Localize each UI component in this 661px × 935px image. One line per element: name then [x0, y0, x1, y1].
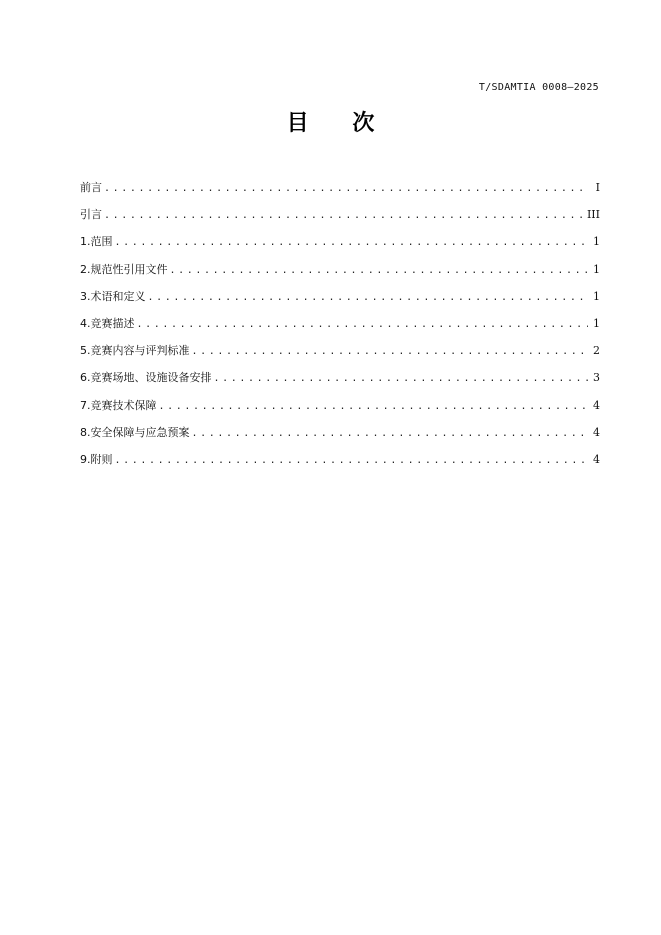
toc-entry-label: 1.范围: [80, 235, 113, 249]
dot-leader: [104, 179, 588, 199]
toc-entry-label: 8.安全保障与应急预案: [80, 425, 190, 439]
toc-entry-label: 6.竞赛场地、设施设备安排: [80, 371, 212, 385]
toc-entry-label: 2.规范性引用文件: [80, 262, 168, 276]
toc-entry-page: 4: [593, 452, 600, 466]
toc-entry-page: 1: [593, 316, 600, 330]
toc-entry-page: 1: [593, 289, 600, 303]
toc-entry-supplementary[interactable]: [80, 450, 600, 477]
toc-entry-label: 9.附则: [80, 452, 113, 466]
toc-entry-page: 1: [593, 235, 600, 249]
toc-entry-foreword[interactable]: [80, 178, 600, 205]
toc-entry-venue-facilities[interactable]: [80, 368, 600, 395]
toc-entry-technical-support[interactable]: [80, 396, 600, 423]
toc-entry-normative-references[interactable]: [80, 260, 600, 287]
dot-leader: [159, 397, 589, 417]
dot-leader: [137, 315, 589, 335]
toc-entry-label: 3.术语和定义: [80, 289, 146, 303]
dot-leader: [192, 424, 589, 444]
dot-leader: [192, 342, 589, 362]
toc-entry-page: 2: [593, 344, 600, 358]
toc-entry-page: 3: [593, 371, 600, 385]
toc-entry-page: 4: [593, 425, 600, 439]
dot-leader: [115, 233, 589, 253]
dot-leader: [115, 451, 589, 471]
toc-entry-competition-description[interactable]: [80, 314, 600, 341]
table-of-contents: [80, 178, 600, 477]
toc-entry-introduction[interactable]: [80, 205, 600, 232]
document-code: T/SDAMTIA 0008—2025: [478, 82, 599, 93]
toc-entry-label: 7.竞赛技术保障: [80, 398, 157, 412]
dot-leader: [148, 288, 589, 308]
toc-entry-page: 4: [593, 398, 600, 412]
toc-entry-page: I: [595, 181, 600, 194]
toc-entry-terms-definitions[interactable]: [80, 287, 600, 314]
toc-entry-scope[interactable]: [80, 232, 600, 259]
dot-leader: [170, 261, 589, 281]
toc-entry-label: 前言: [80, 181, 102, 194]
dot-leader: [214, 369, 589, 389]
toc-entry-content-criteria[interactable]: [80, 341, 600, 368]
toc-entry-label: 5.竞赛内容与评判标准: [80, 344, 190, 358]
toc-entry-safety-emergency[interactable]: [80, 423, 600, 450]
dot-leader: [104, 206, 583, 226]
toc-entry-page: 1: [593, 262, 600, 276]
page-title: 目 次: [286, 111, 393, 136]
toc-entry-label: 引言: [80, 208, 102, 222]
toc-entry-page: III: [586, 208, 600, 222]
toc-entry-label: 4.竞赛描述: [80, 316, 135, 330]
